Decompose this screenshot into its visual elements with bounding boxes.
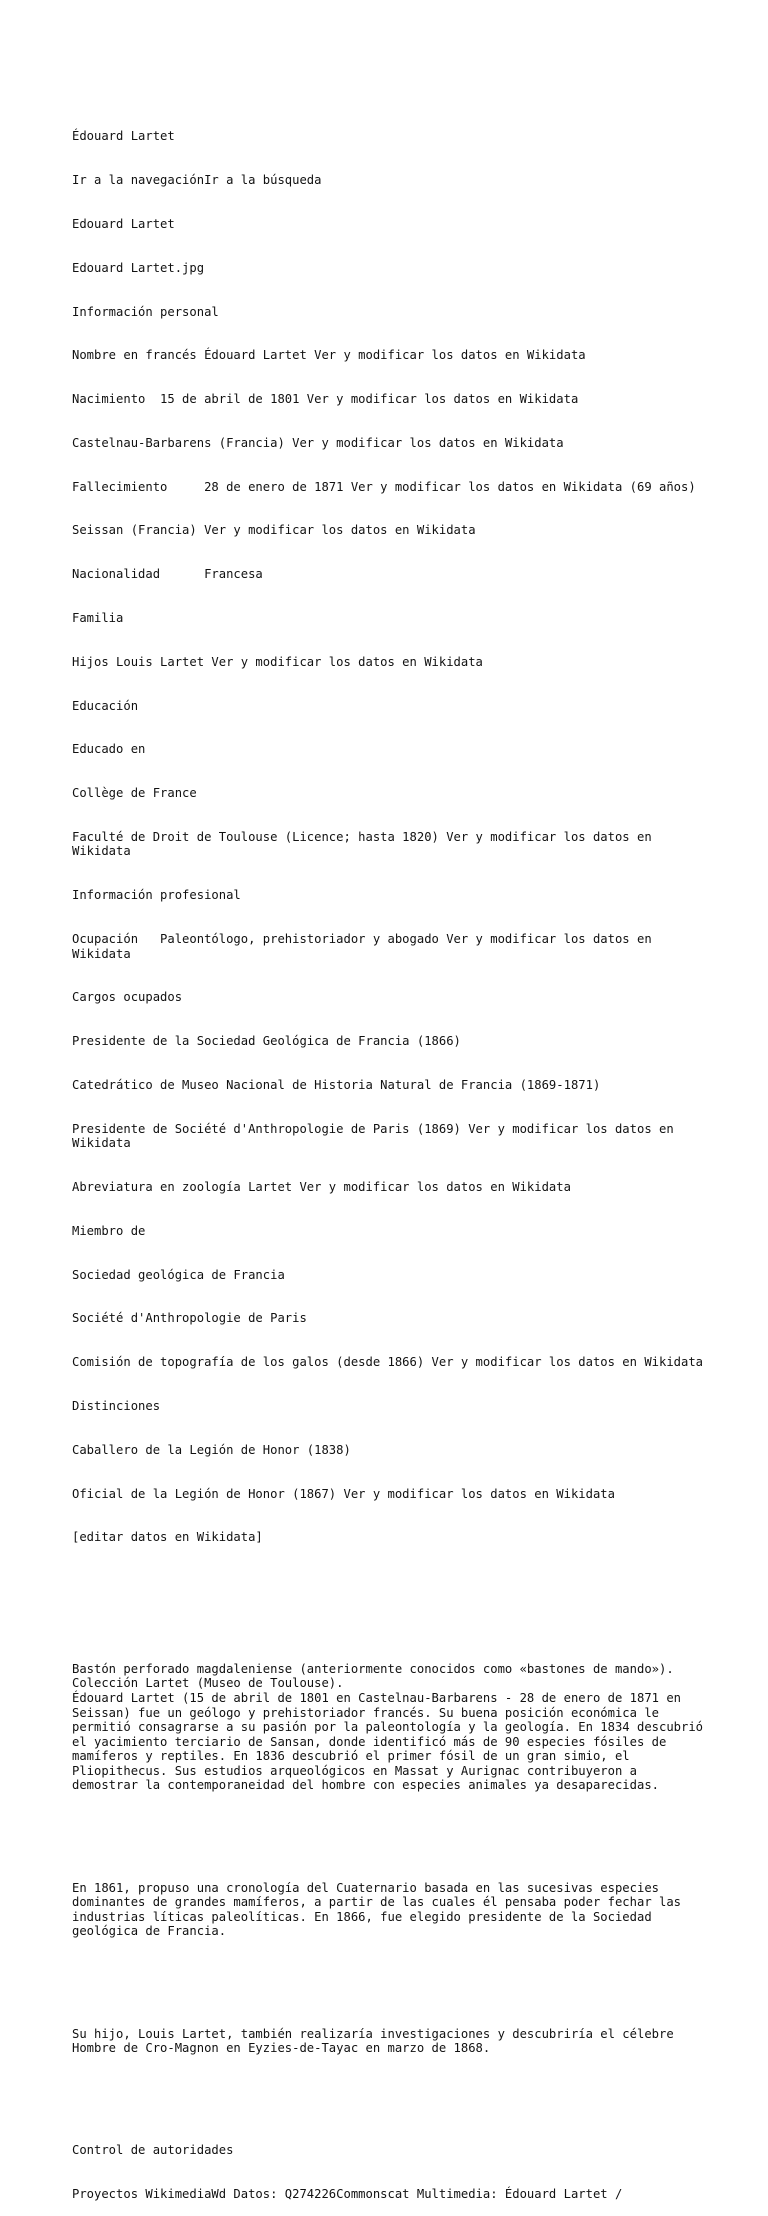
infobox-row-education-2: Faculté de Droit de Toulouse (Licence; hasta 1820) Ver y modificar los datos en Wikidata bbox=[72, 829, 660, 859]
infobox bbox=[72, 100, 708, 1574]
article-paragraph: En 1861, propuso una cronología del Cuaternario basada en las sucesivas especies dominantes de grandes mamíferos, a partir de las cuales él pensaba poder fechar las industrias líticas paleolíticas. En 1866, fue elegido presidente de la Sociedad geológica de Francia. bbox=[72, 1880, 689, 1939]
infobox-row-occupation: Ocupación Paleontólogo, prehistoriador y abogado Ver y modificar los datos en Wikidata bbox=[72, 932, 660, 961]
page-title: Édouard Lartet bbox=[72, 129, 175, 144]
infobox-row-nationality: Nacionalidad Francesa bbox=[72, 567, 263, 582]
infobox-row-birth-place: Castelnau-Barbarens (Francia) Ver y modificar los datos en Wikidata bbox=[72, 435, 564, 450]
section-heading-family: Familia bbox=[72, 610, 124, 625]
infobox-row-position-1: Presidente de la Sociedad Geológica de Francia (1866) bbox=[72, 1034, 461, 1049]
edit-wikidata-link[interactable]: [editar datos en Wikidata] bbox=[72, 1530, 263, 1545]
infobox-row-member-1: Sociedad geológica de Francia bbox=[72, 1267, 285, 1282]
section-heading-education: Educación bbox=[72, 698, 139, 713]
skip-links[interactable]: Ir a la navegaciónIr a la búsqueda bbox=[72, 173, 322, 188]
infobox-row-member-3: Comisión de topografía de los galos (desde 1866) Ver y modificar los datos en Wikidata bbox=[72, 1355, 704, 1370]
infobox-row-member-2: Société d'Anthropologie de Paris bbox=[72, 1311, 307, 1326]
infobox-row-french-name: Nombre en francés Édouard Lartet Ver y modificar los datos en Wikidata bbox=[72, 348, 586, 363]
infobox-row-position-3: Presidente de Société d'Anthropologie de Paris (1869) Ver y modificar los datos en Wikidata bbox=[72, 1121, 682, 1151]
spacer bbox=[72, 1837, 708, 1852]
spacer bbox=[72, 2100, 708, 2115]
infobox-row-death: Fallecimiento 28 de enero de 1871 Ver y modificar los datos en Wikidata (69 años) bbox=[72, 479, 696, 494]
infobox-row-position-2: Catedrático de Museo Nacional de Historia Natural de Francia (1869-1871) bbox=[72, 1077, 601, 1092]
infobox-row-member-of: Miembro de bbox=[72, 1223, 146, 1238]
wikimedia-projects-links[interactable]: Proyectos WikimediaWd Datos: Q274226Commonscat Multimedia: Édouard Lartet / bbox=[72, 2187, 623, 2202]
infobox-image-caption[interactable]: Edouard Lartet.jpg bbox=[72, 260, 205, 275]
article-paragraph: Su hijo, Louis Lartet, también realizaría investigaciones y descubriría el célebre Hombre de Cro-Magnon en Eyzies-de-Tayac en marzo de 1868. bbox=[72, 2026, 682, 2056]
infobox-row-distinctions: Distinciones bbox=[72, 1399, 161, 1414]
infobox-title: Edouard Lartet bbox=[72, 216, 175, 231]
infobox-row-children: Hijos Louis Lartet Ver y modificar los datos en Wikidata bbox=[72, 654, 483, 669]
authority-control-heading: Control de autoridades bbox=[72, 2143, 234, 2158]
section-heading-personal-info: Información personal bbox=[72, 304, 219, 319]
infobox-row-education-1: Collège de France bbox=[72, 786, 197, 801]
infobox-row-educated-at: Educado en bbox=[72, 742, 146, 757]
infobox-row-death-place: Seissan (Francia) Ver y modificar los datos en Wikidata bbox=[72, 523, 476, 538]
infobox-row-zoology-abbreviation: Abreviatura en zoología Lartet Ver y modificar los datos en Wikidata bbox=[72, 1180, 571, 1195]
section-heading-professional-info: Información profesional bbox=[72, 888, 241, 903]
infobox-row-positions-held: Cargos ocupados bbox=[72, 990, 183, 1005]
spacer bbox=[72, 1618, 708, 1633]
infobox-row-distinction-2: Oficial de la Legión de Honor (1867) Ver y modificar los datos en Wikidata bbox=[72, 1486, 615, 1501]
article-paragraph: Bastón perforado magdaleniense (anteriormente conocidos como «bastones de mando»). Colección Lartet (Museo de Toulouse). Édouard Lartet (15 de abril de 1801 en Castelnau-Barbarens - 28 de enero de 1871 en Seissan) fue un geólogo y prehistoriador francés. Su buena posición económica le permitió consagrarse a su pasión por la paleontología y la geología. En 1834 descubrió el yacimiento terciario de Sansan, donde identificó más de 90 especies fósiles de mamíferos y reptiles. En 1836 descubrió el primer fósil de un gran simio, el Pliopithecus. Sus estudios arqueológicos en Massat y Aurignac contribuyeron a demostrar la contemporaneidad del hombre con especies animales ya desaparecidas. bbox=[72, 1661, 704, 1793]
spacer bbox=[72, 1983, 708, 1998]
document-body bbox=[72, 71, 708, 2216]
infobox-row-distinction-1: Caballero de la Legión de Honor (1838) bbox=[72, 1442, 351, 1457]
infobox-row-birth: Nacimiento 15 de abril de 1801 Ver y modificar los datos en Wikidata bbox=[72, 392, 579, 407]
